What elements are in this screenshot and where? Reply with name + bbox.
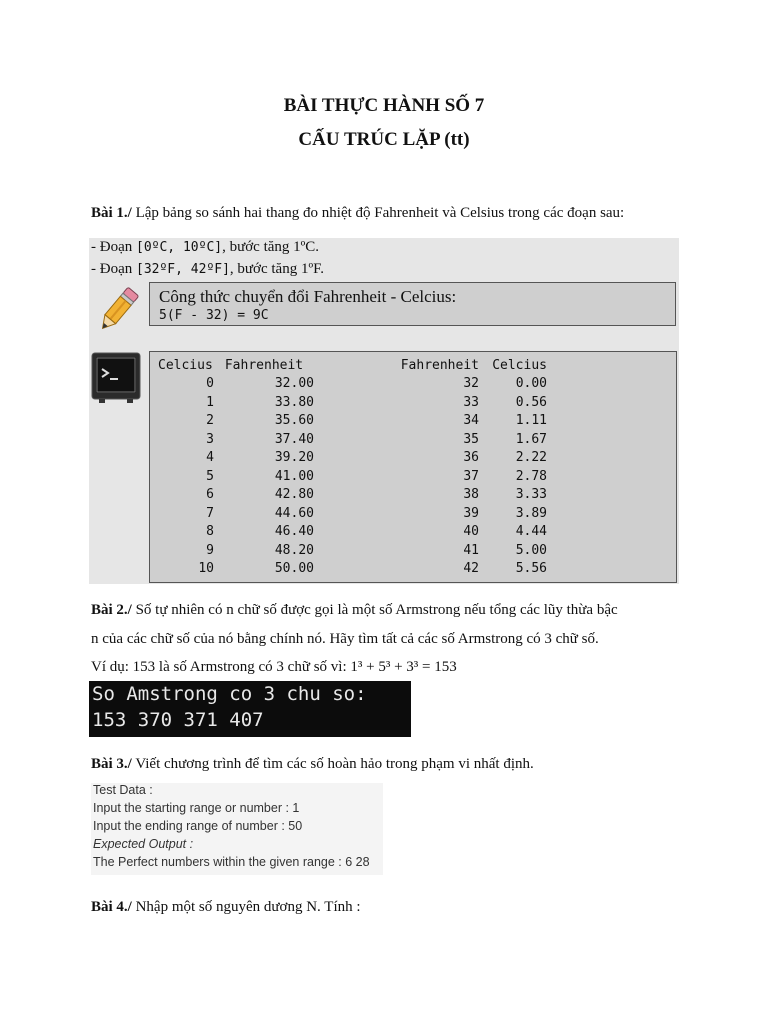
fahrenheit-input: 40 xyxy=(463,524,479,540)
table-row xyxy=(158,523,547,542)
bai3-heading: Bài 3./ Viết chương trình để tìm các số hoàn hảo trong phạm vi nhất định. xyxy=(91,756,534,772)
range-1: - Đoạn [0ºC, 10ºC], bước tăng 1ºC. xyxy=(91,239,320,255)
fahrenheit-value: 48.20 xyxy=(274,542,314,558)
formula-title: Công thức chuyển đổi Fahrenheit - Celcius: xyxy=(159,287,457,306)
celcius-value: 7 xyxy=(206,505,214,521)
table-row xyxy=(158,486,547,505)
fahrenheit-value: 44.60 xyxy=(274,505,314,521)
celcius-result: 5.00 xyxy=(515,542,547,558)
celcius-value: 3 xyxy=(206,431,214,447)
expected-output-value: The Perfect numbers within the given range : 6 28 xyxy=(93,855,370,869)
bai4-heading: Bài 4./ Nhập một số nguyên dương N. Tính : xyxy=(91,899,361,915)
page-subtitle: CẤU TRÚC LẶP (tt) xyxy=(298,129,470,150)
fahrenheit-input: 39 xyxy=(463,505,479,521)
bai2-line-2: n của các chữ số của nó bằng chính nó. Hãy tìm tất cả các số Armstrong có 3 chữ số. xyxy=(91,631,599,647)
fahrenheit-value: 46.40 xyxy=(274,524,314,540)
table-row xyxy=(158,560,547,579)
fahrenheit-input: 37 xyxy=(463,468,479,484)
temperature-table xyxy=(158,356,547,578)
fahrenheit-value: 35.60 xyxy=(274,413,314,429)
pencil-icon xyxy=(92,284,144,336)
fahrenheit-value: 50.00 xyxy=(274,561,314,577)
armstrong-output-console xyxy=(89,681,411,737)
bai1-label: Bài 1./ xyxy=(91,205,132,221)
fahrenheit-value: 42.80 xyxy=(274,487,314,503)
range-1-code: [0ºC, 10ºC] xyxy=(136,240,223,255)
celcius-result: 3.89 xyxy=(515,505,547,521)
fahrenheit-input: 41 xyxy=(463,542,479,558)
table-row xyxy=(158,393,547,412)
range-2: - Đoạn [32ºF, 42ºF], bước tăng 1ºF. xyxy=(91,261,325,277)
celcius-result: 4.44 xyxy=(515,524,547,540)
header-fahrenheit-2: Fahrenheit xyxy=(400,357,479,373)
bai3-label: Bài 3./ xyxy=(91,756,132,772)
table-row xyxy=(158,449,547,468)
temperature-table-body xyxy=(158,375,547,579)
header-fahrenheit-1: Fahrenheit xyxy=(224,357,304,373)
celcius-value: 8 xyxy=(206,524,214,540)
fahrenheit-input: 32 xyxy=(463,376,479,392)
fahrenheit-input: 38 xyxy=(463,487,479,503)
console-line-1: So Amstrong co 3 chu so: xyxy=(92,683,367,705)
celcius-value: 4 xyxy=(206,450,214,466)
fahrenheit-input: 34 xyxy=(463,413,479,429)
celcius-value: 10 xyxy=(198,561,214,577)
table-header-row xyxy=(158,356,547,375)
table-row xyxy=(158,504,547,523)
fahrenheit-input: 33 xyxy=(463,394,479,410)
table-row xyxy=(158,430,547,449)
console-line-2: 153 370 371 407 xyxy=(92,709,264,731)
celcius-result: 0.56 xyxy=(515,394,547,410)
fahrenheit-input: 35 xyxy=(463,431,479,447)
table-row xyxy=(158,541,547,560)
celcius-result: 3.33 xyxy=(515,487,547,503)
fahrenheit-value: 39.20 xyxy=(274,450,314,466)
bai4-label: Bài 4./ xyxy=(91,899,132,915)
input-end-line: Input the ending range of number : 50 xyxy=(93,819,303,833)
bai2-line-1: Bài 2./ Số tự nhiên có n chữ số được gọi là một số Armstrong nếu tổng các lũy thừa bậc xyxy=(91,602,618,618)
celcius-result: 1.11 xyxy=(515,413,547,429)
celcius-result: 2.78 xyxy=(515,468,547,484)
input-start-line: Input the starting range or number : 1 xyxy=(93,801,300,815)
celcius-value: 5 xyxy=(206,468,214,484)
bai2-example: Ví dụ: 153 là số Armstrong có 3 chữ số vì: 1³ + 5³ + 3³ = 153 xyxy=(91,659,457,675)
table-row xyxy=(158,375,547,394)
test-data-label: Test Data : xyxy=(93,783,153,797)
range-2-code: [32ºF, 42ºF] xyxy=(136,262,230,277)
fahrenheit-input: 36 xyxy=(463,450,479,466)
expected-output-label: Expected Output : xyxy=(93,837,194,851)
fahrenheit-value: 41.00 xyxy=(274,468,314,484)
formula-expression: 5(F - 32) = 9C xyxy=(159,308,269,323)
celcius-value: 2 xyxy=(206,413,214,429)
fahrenheit-value: 37.40 xyxy=(274,431,314,447)
celcius-value: 0 xyxy=(206,376,214,392)
bai1-heading xyxy=(91,205,624,222)
celcius-result: 0.00 xyxy=(515,376,547,392)
header-celcius-1: Celcius xyxy=(158,357,213,373)
formula-box xyxy=(149,282,676,326)
bai1-text: Lập bảng so sánh hai thang đo nhiệt độ Fahrenheit và Celsius trong các đoạn sau: xyxy=(131,205,625,221)
temperature-table-panel xyxy=(149,351,677,583)
page-title: BÀI THỰC HÀNH SỐ 7 xyxy=(283,95,485,116)
test-data-box xyxy=(91,783,383,875)
celcius-result: 5.56 xyxy=(515,561,547,577)
celcius-result: 1.67 xyxy=(515,431,547,447)
terminal-icon xyxy=(91,352,141,404)
fahrenheit-input: 42 xyxy=(463,561,479,577)
celcius-value: 6 xyxy=(206,487,214,503)
celcius-value: 1 xyxy=(206,394,214,410)
celcius-result: 2.22 xyxy=(515,450,547,466)
header-celcius-2: Celcius xyxy=(492,357,547,373)
table-row xyxy=(158,467,547,486)
bai2-label: Bài 2./ xyxy=(91,602,132,618)
table-row xyxy=(158,412,547,431)
celcius-value: 9 xyxy=(206,542,214,558)
fahrenheit-value: 33.80 xyxy=(274,394,314,410)
fahrenheit-value: 32.00 xyxy=(274,376,314,392)
